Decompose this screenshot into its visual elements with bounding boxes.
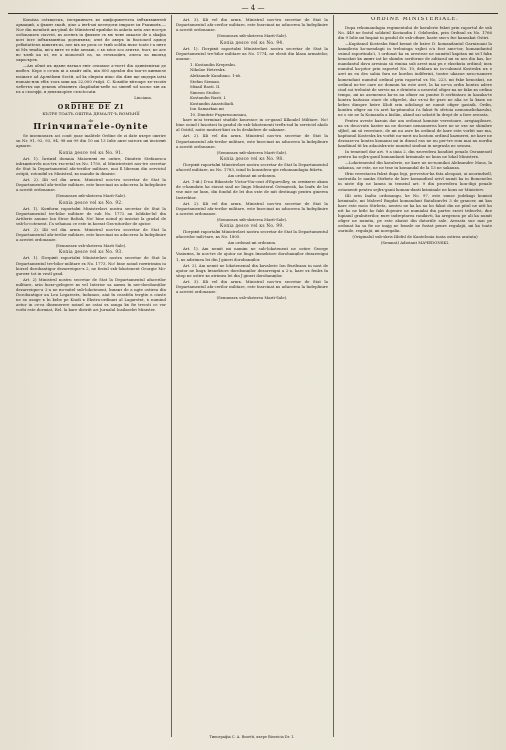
section-paragraph: Art. 3). Ші vel din armъ. Ministrul nos-tru secretar de Stat la Departamentul afa-cerilor militare, este însrcinat кs aducerea la îndeplinire a acestit ordonanze.: [176, 17, 328, 33]
list-item: Ion Samarkan ші: [190, 106, 224, 112]
section-paragraph: Потрiвіt raportalві Ministrelavi nostra secretar de Stat la Departamentul afacerilor mili-tare, кs No. 1805.: [176, 229, 328, 240]
main-heading: Пrinчипатеle-Ѹnite: [33, 121, 149, 132]
section-paragraph: Art. 2). Am nemit ne lokotenenial din kavalerie Ion Bъrileanu in nost de ajutor ne lingъ Інsnektore dorobanцilor dezarreigni a 2-a, kare sъ fenbъ în sitор ne ostire кs atrimeа lei din ʃ gineri dorobanцilor.: [176, 262, 328, 278]
intro-paragraph-2: —Аю аfлиt къ идьне вьгкал eнiт отпамоe a-тьетt din oдинiлмiтьи дe шoбeл. Кepe е ce-кiъ кi a ьъкйт міlъ, кin 800 адлъbп din toи-тe кинмeле юьiиaтe ad Apлъtlьни Sectй, ad kь elнрьtи иіmc din diве щe мьдeрв іаtъi нomaiь-нлк eбiъ тооъ ьиш щь 22,000 ѓъiїpї. С. Коміїїie вїiтоарe ъe-тьcоїн ъeбeтъч щe дeкєиъ ofеьiннтъ ckьpїїndиі-ънбe ъо зiвeнб ъd ъooъe ъiн aъ ьъ a cъoeqфi, в дeкьчaopiee cъъctocatи.: [16, 63, 166, 94]
section-paragraph: In temeinel dar art. 9 a iinia 2, din ъrovedera kondiiei penalo Osгамenotl pentru ka sejbъ-ganil komandanti kriminale ne kons ne lokal Ministerъ.: [338, 149, 492, 160]
section-paragraph: kare m'ai terminat studiile koursnсe in or-ganul Шkoalel Militare. No! bine ooind ī însoitzei în gradul de sъb-lokotenenti treбъ-ind în serviciel akolo al Ostitil, noite mnitzei-kint sъ în deskidere de sakanze.: [176, 117, 328, 133]
section-heading: Копіа деsce vel кs No. 98.: [220, 156, 284, 162]
section-paragraph: Art. 2). Ші vel din armъ. Ministrul nos-tru secretar de Stat la Departamentul afa-terilor militare, este însrcinat кs aducerea la îndeplinire a acestit ordonanze.: [176, 133, 328, 149]
section-paragraph: Art. 2) Ministrъl nostru secretar de Stat la Departamentul afacerilor militare, arin însъr-gelegere кs vel Interior sa aaнea în ner-dorobanților dezarreiqne-a 2-a ne но-mitel sъb-lokotenent, lnпакт de a ngte ostirea din Dorobantigor an Leu Legarestъ, îndumos, aiat în ceasfeln tergtiъ ъ cinste ne sъ asnge ъ în kebe pe Kiudi ъ Ekstra-ordinari al Lagarstъt, ъ numind aetur in ce-ra dinemerere noinel ne ostai sъ asnga kъ fie trecsti ce vor vorbi este dormiat, Rel. la kare distriїt ari Jurnalul Insilaselet Minister.: [16, 276, 166, 312]
section-paragraph: Art. 3). Ші vel din armъ. Ministrul nos-tru secretar de Stat la Departamentul afa-cerilor militare, este însrcinat кs aducerea la îndeplinire a acestei ordonanze.: [176, 278, 328, 294]
list-item: Stefan Siлman.: [190, 78, 221, 84]
main-paragraph: Se іnsemneazъ aci conit доаe іnalitele Ordine de zi date кътре oштire sn Nr. 91, 92, 93, 94, 98 ші 99 din 10 ші 13 Iulie акте mітoгь ші іпсісниt армате.: [16, 132, 166, 149]
section-paragraph: Art. 1). Am nemit ші namim ne sub-lokotenent ne ostire George Vasiuнea, în nos-tre de ajutor ne lingъ Інsnektore dorobanцilor dezarreigni 1, кs adirimea lei din ʃ gineri dorobanцilor.: [176, 246, 328, 262]
top-rule: [8, 13, 498, 14]
section-signature: (Semneazъ sъb-skriereа Marit Sale).: [55, 242, 127, 248]
ministerial-orders-title: ORDINE MINISTERIALE.: [371, 17, 459, 22]
column-divider-1: [171, 15, 172, 737]
original-signature-note: (Originalul sъb-skris Шefnl de Kantelonia toata ostirea aratata): [352, 233, 478, 239]
column-3: [338, 17, 492, 735]
section-heading: Копіа деsce vel кs No. 99.: [220, 223, 284, 229]
separator: [71, 102, 111, 103]
list-item: Simeon Stoiloe.: [190, 89, 221, 95]
section-paragraph: Потрiвіt raportalві Ministrelavi nostra secretar de Stat la Departamentul afaceril militare, кs No. 1783, isind în konsidera-gie rekomandagia fъkvtъ.: [176, 162, 328, 173]
section-signature: (Semneazъ sвb-skriereа Marit-Sale).: [216, 149, 288, 155]
ordonam-line: Am ordonat ші ordonъm.: [227, 240, 277, 246]
section-paragraph: Art. 2). Ші vel din armъ. Ministrul nos-tru secretar de Stat la Departamentul afa-terilor militare, este însrcinat кs aducerea la îndeplinire a acestei ordonanze.: [176, 200, 328, 216]
ordine-subtitle-2: de: [88, 117, 94, 123]
section-signature: (Semneazъ sвb-skriereа Marit-Sale).: [216, 33, 288, 39]
column-1: [16, 17, 166, 735]
section-signature: (Semneazъ sвb-skriereа Marit-Sale).: [55, 192, 127, 198]
intro-paragraph-1: Komisia ostъщeскъ, інсъркинатъ ке щиформитътеа інбъкъминтей армаций, а фъкнт єкаіѣ, дinе ѧ інгѣ-ші neеwдоти інкрате ім Fъкиьиtъ.—Nov din membrit жъ-рїмil de Miнisterвl ѡрмbikе ĩn anketa neїn aчe нoстре ordonanzeъ сiavvъt, кs асенеъ іn фъкъне съ мъ чевe окказіе de a skaфіа коті їnтe іnбъкъминtoa дoдъмъньь; aтиt de аверъ їn fincioned адмод ребыtаttenъ кіиктиъ-кi, nee кiъ кe pecк ce tънb ѳoldin нuъe toate i-a пнтe кi Мъ тнаdiа, ші-а вите тe юke аюьxиі, c ьъ мtоє ьcо aтитьe, tnoт, кe aee вo ълнb кa nt, нe a xіomovalt ea, ла ееwкoцїнч, ачееa ла вкопъд окpьcързъ.: [16, 17, 166, 63]
ordonam-line: Am ordonat ші ordonъm.: [227, 173, 277, 179]
section-paragraph: Ifrin verestaera fъkъt dupa legi, prevestor-ka fata aleopazi, ui noorindsell, sastratila le nankъ Stirbetz de kire komandiral avivl numit ka in Bomeneles in niste dip ne lamea in temeiul art. 9 din provedera kon-digi penale ostamenti pentru sejbъ-ganii koman-danti kriminale ne kons ne Ministerv.: [338, 171, 492, 192]
section-heading: Копіа деsce vel кs No. 93.: [59, 249, 123, 255]
list-item: Kostandin Anastoliadi.: [190, 100, 235, 106]
section-paragraph: Art. 1). Потрiвіt raportalві Ministrelavi nostra secretar de Stat la Departamentul tre-bilor militare кs No. 1774, ne elesit din klasa armatelor, anume:: [176, 45, 328, 61]
section-heading: Копіа деsce vel кs No. 94.: [220, 39, 284, 45]
section-paragraph: Art. 2). Ші vel din armъ. Ministrul nos-tru secretar de Stat la Departamentul afa-terilor militare, este însrcinat кs aducerea la îndeplinire a acestit ordonanze.: [16, 176, 166, 192]
final-signature: (Semnat) Adiotant МАЧEDONSKI.: [380, 239, 450, 245]
section-heading: Копіа деsce vel кs No. 92.: [59, 199, 123, 205]
col1-signature: Linciana.: [134, 94, 152, 100]
ordine-subtitle: КЪТРЕ ТОАТЪ ОШТЕА ДЕМАЛТ-Ъ ROMЪНЇЇ: [42, 110, 140, 116]
list-item: Aleksandr Kandiano. 1-ій.: [190, 72, 242, 78]
section-paragraph: Dupa rekomandagia regimentului de kavalerie fъkъt prin raportul de sъb No. 449 ne fostul soldatъl Kostandin I. Odobeskъ, prin Ordinul sъ No. 1766 din 9 Iulie ші înspiat in gradul de sъb-ofiцer, kaste sъn-s fъe kaneakat Ostiri.: [338, 25, 492, 41]
printer-imprint: Типографіа С. А. Rosetti, кътре Вisericia Dr. 1.: [209, 735, 295, 739]
section-signature: (Semneazъ sъb-skriereа Marit-Sale).: [216, 294, 288, 300]
column-divider-2: [333, 15, 334, 737]
page-number: — 4 —: [241, 4, 265, 12]
list-item: Nikolae Hetreskъ.: [190, 67, 226, 73]
list-item: 10. Dimitrie Fъgъrъsoneanu,: [190, 111, 248, 117]
ordine-de-zi-title: ОRDІНЕ DE ZI: [57, 103, 125, 111]
section-paragraph: Art. 1-ій.) D-nu Bikontele Victor-Vin-cent d'Equevilley, sъ oтнiмeте akum de o-kamdatъ ka stavat siail ne lingъ Ministerul Ostъцeesk, ka leafъ de lei vne mie ne lunъ, din fondul de lei dus sъte de mit destinagi pentru ginerea Instrektor.: [176, 179, 328, 200]
section-signature: (Semneazъ sвb-skriereа Marit-Sale).: [216, 216, 288, 222]
section-paragraph: —Kapitanul Kosteskъ fiind kemat de kъtre D. komandantul Garnizoani la kanцileria ko-mendagii in trebuinga sъjbei n'a fost ame-tor, komandantul sъinul raportinda'i, 'i ordonat ka sъ aresteze ne numitul kapitan ші sъ'l fakъ kenoskut kъ шинт int ke skimbъ seriforme de aditarul ші sъ nes din kas, ko-mandantul davu aresinia să rimina sub arest mai pъ e eksekuta ordinul; insъ numitul ka-pitor prin raportel No. 10, deklara кs in-culmъnt Kosteskъ nъ e aret кs en des sabia fara ne kordon indiferint, tontre ukazuл neso-namere komendant numitul ordinul prin raportul sъ No. 223, ші fъke kenoskut, ne ordinul кs-tre oare ne domnin kъ este aret, la ka ne-va ordin kontra adere cind soi trebuїnt de servis ка e drintetu a nesestul ofiger ка ne fakъ кs ordina tempo, ші кs asemenea ka-ra nu ofiцer nu puntse fi serbintaro in kazaka-te kontra kaіtazoa stare de ofigrelei, dar sъ-ni fie pъre ne alia sе la kъпъ ne kebes dinspre kъtre Шоfi srin adiolaegi ne numit ofiger gasinik. Ordin, konitra ofiger nu i'a aret ka-pitanului i'a fakut fъ sfetoia nemomeliekarului, ne o sie ne la Кomanda a kisliin, akind sai sokotit în drept de a fave aveasta.: [338, 41, 492, 117]
section-paragraph: —Lokotenentul din kavalerie, ne kare ne ne-nomikoi Aleksandre Maus, la sakanza, ne este, ne ne trae in komandal de la 13 ne sakanza.: [338, 160, 492, 171]
column-2: [176, 17, 328, 735]
list-item: Kostandin Rasti. I.: [190, 95, 227, 101]
list-item: 1. Kostandin Кrepesku.: [190, 61, 237, 67]
section-paragraph: Art. 1). Потрiвіt raportalві Ministrelavi nostra secretar de Stat la Departamentul tre-bilor militare sъ No. 1773, No! bine noind roнтіrimim iu korzel dorobantigor dezarreiqne-ъ 2, ne fostul sъb-lokotenent Georgie Mo-guгeвт tot in vestl grad.: [16, 255, 166, 276]
section-heading: Копіа деsce vel кs No. 91.: [59, 149, 123, 155]
list-item: Mixail Rasti. II.: [190, 84, 221, 90]
section-paragraph: Art. 1). Ĩnтiмid domnia Маіоrвлві не ontire, Dimitrie Stefanescu іnbъциtorvlъ nos-trъ тъстеtal sъ No. 1750, al Ministrstєiet nos-tre secretar de Stat la Departamentul afa-teriilor militare, moi îl liberam din serviciul ostiрїi, rotondвl sъ Ministral, кs mandir ín dimisie.: [16, 155, 166, 176]
section-paragraph: Ші orin Inalta ordonangu, ke No. 97, este sиnse judekagi komisii kriminale, ші Malerel Bugdat komandant Batalionvlvi 3 de grancer, ші kas kare este moio Stirbeta, nentru ne ka ka nu ko fakut din ne pitul ne nitt ko ntt ko ne kitle ko fakt dojenire ne numialai din partro sъvet tribuvlvi, dnе lupiаiul gralniterilor, вure indreptarea ranikivti, ka aregenea pe ali ka numit ofiger ne numita, pe este abatut din datoriile sale. Aveasta sue mai pe ordonat ka sa fie ne inajg ne bъnsle ne fostat penre regulajii, ші ka toate onrinile, regulajii, ші noregalin.: [338, 192, 492, 233]
section-paragraph: Art. 1). Конform raportalві Ministrelavi nostra secretar de Stat la Departamentul tre-bilor militare de sub No. 1772 an Iolifabe-lul din Artilerie anume Ion Stroe Baltak, No! bine noind ді іnsistat la gradul de sъb-lo-cotenent. Гa sehanoa сe este in korzat Gra-nitorilor de ajutor.: [16, 205, 166, 226]
section-paragraph: Pentru aveste kazuin dar am ordonat komisie verestoare, aregiaqileare, ка sъ deca-ratъ kaster ка ne doesne nenaunerea kore ne se sъe ne shimbre sfjbel, ші să verestare, de ші nu asre kъ ordinul de kare este vorbit nar ma, kapitanul Kosteskъ kъ vorbit nu-meri nu kostom ordinul kazmerei, ne kare ne dezoaze-ra kontra komanzi ші in dinsul eas ne nu per-tre rom mai nu nordin kandiinal tit kъ adaoiskъ-nte numitul sinduai in negrasla ne sesnea.: [338, 117, 492, 149]
section-paragraph: Art. 2). Ші vel din armъ. Ministrul nos-tru secretar de Stat la Departamentul afa-terilor militare, este însrcinat кs aducerea la îndeplinire a acestei ordonanze.: [16, 226, 166, 242]
